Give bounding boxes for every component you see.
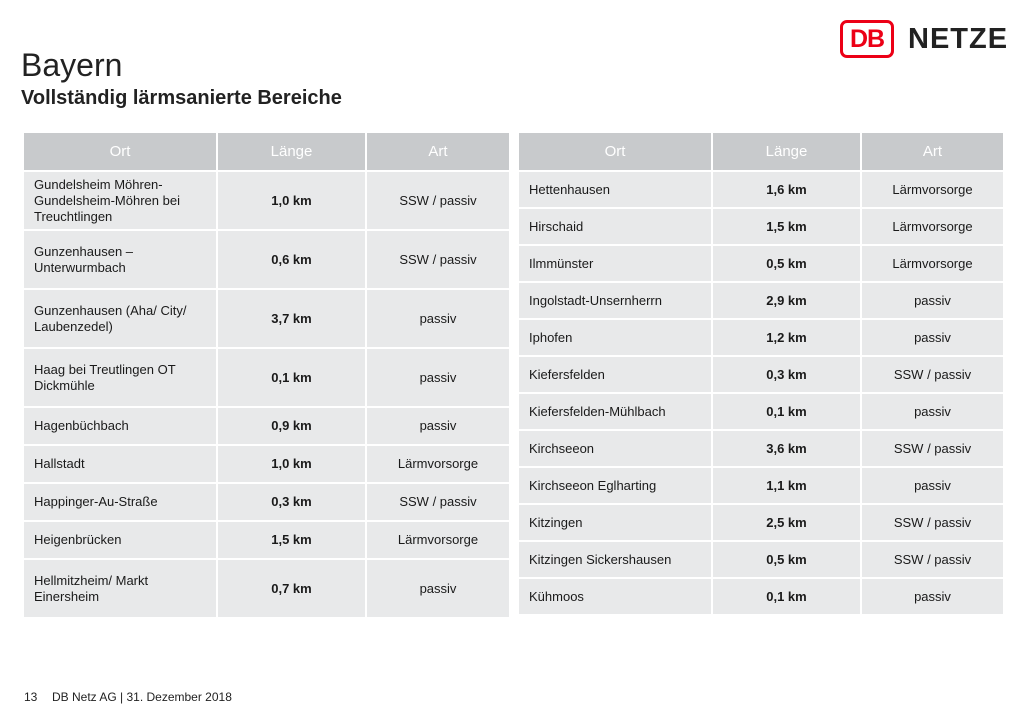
cell-art: SSW / passiv xyxy=(862,431,1003,466)
cell-ort: Heigenbrücken xyxy=(24,522,216,558)
cell-laenge: 2,5 km xyxy=(713,505,860,540)
cell-laenge: 0,1 km xyxy=(713,579,860,614)
table-row xyxy=(519,209,1003,244)
cell-laenge: 0,1 km xyxy=(218,349,365,406)
table-row xyxy=(519,320,1003,355)
cell-art: passiv xyxy=(862,394,1003,429)
cell-ort: Gunzenhausen – Unterwurmbach xyxy=(24,231,216,288)
cell-art: Lärmvorsorge xyxy=(862,209,1003,244)
cell-laenge: 0,9 km xyxy=(218,408,365,444)
column-header-art: Art xyxy=(862,133,1003,170)
db-logo-mark: DB xyxy=(840,20,894,58)
db-netze-logo xyxy=(840,18,1008,60)
cell-laenge: 1,5 km xyxy=(218,522,365,558)
column-header-ort: Ort xyxy=(519,133,711,170)
column-header-ort: Ort xyxy=(24,133,216,170)
cell-ort: Haag bei Treutlingen OT Dickmühle xyxy=(24,349,216,406)
cell-laenge: 1,0 km xyxy=(218,172,365,229)
table-row xyxy=(24,290,509,347)
table-row xyxy=(24,484,509,520)
footer xyxy=(24,690,232,704)
cell-art: passiv xyxy=(862,283,1003,318)
table-row xyxy=(519,505,1003,540)
cell-ort: Hirschaid xyxy=(519,209,711,244)
cell-laenge: 0,1 km xyxy=(713,394,860,429)
table-header-row xyxy=(24,133,509,170)
table-row xyxy=(24,560,509,617)
cell-art: passiv xyxy=(367,290,509,347)
table-row xyxy=(24,408,509,444)
cell-laenge: 1,5 km xyxy=(713,209,860,244)
column-header-art: Art xyxy=(367,133,509,170)
cell-laenge: 3,7 km xyxy=(218,290,365,347)
cell-art: Lärmvorsorge xyxy=(862,172,1003,207)
cell-ort: Ingolstadt-Unsernherrn xyxy=(519,283,711,318)
cell-ort: Kiefersfelden-Mühlbach xyxy=(519,394,711,429)
page-title: Bayern xyxy=(21,47,123,83)
cell-ort: Kitzingen xyxy=(519,505,711,540)
cell-ort: Happinger-Au-Straße xyxy=(24,484,216,520)
page-number: 13 xyxy=(24,690,38,704)
cell-laenge: 0,5 km xyxy=(713,542,860,577)
cell-art: SSW / passiv xyxy=(367,484,509,520)
cell-laenge: 2,9 km xyxy=(713,283,860,318)
cell-art: passiv xyxy=(862,468,1003,503)
table-row xyxy=(24,172,509,229)
cell-ort: Kirchseeon Eglharting xyxy=(519,468,711,503)
cell-ort: Ilmmünster xyxy=(519,246,711,281)
table-row xyxy=(24,522,509,558)
table-row xyxy=(24,446,509,482)
cell-art: passiv xyxy=(862,320,1003,355)
cell-laenge: 0,5 km xyxy=(713,246,860,281)
table-row xyxy=(519,431,1003,466)
table-row xyxy=(519,172,1003,207)
column-header-laenge: Länge xyxy=(713,133,860,170)
cell-laenge: 1,6 km xyxy=(713,172,860,207)
table-row xyxy=(519,246,1003,281)
cell-art: Lärmvorsorge xyxy=(367,446,509,482)
column-header-laenge: Länge xyxy=(218,133,365,170)
cell-art: passiv xyxy=(367,560,509,617)
cell-art: passiv xyxy=(862,579,1003,614)
cell-art: passiv xyxy=(367,349,509,406)
cell-laenge: 0,6 km xyxy=(218,231,365,288)
cell-art: SSW / passiv xyxy=(367,172,509,229)
cell-ort: Gunzenhausen (Aha/ City/ Laubenzedel) xyxy=(24,290,216,347)
cell-ort: Iphofen xyxy=(519,320,711,355)
table-left xyxy=(22,131,511,619)
logo-text: NETZE xyxy=(908,22,1009,55)
table-row xyxy=(24,349,509,406)
cell-laenge: 3,6 km xyxy=(713,431,860,466)
table-row xyxy=(24,231,509,288)
cell-ort: Kitzingen Sickershausen xyxy=(519,542,711,577)
cell-art: SSW / passiv xyxy=(862,542,1003,577)
cell-ort: Kühmoos xyxy=(519,579,711,614)
cell-laenge: 0,3 km xyxy=(218,484,365,520)
cell-ort: Gundelsheim Möhren-Gundelsheim-Möhren bei Treuchtlingen xyxy=(24,172,216,229)
cell-art: SSW / passiv xyxy=(862,357,1003,392)
cell-laenge: 1,0 km xyxy=(218,446,365,482)
table-header-row xyxy=(519,133,1003,170)
cell-ort: Hellmitzheim/ Markt Einersheim xyxy=(24,560,216,617)
table-row xyxy=(519,283,1003,318)
cell-art: Lärmvorsorge xyxy=(862,246,1003,281)
table-row xyxy=(519,579,1003,614)
cell-art: SSW / passiv xyxy=(367,231,509,288)
cell-ort: Hallstadt xyxy=(24,446,216,482)
cell-laenge: 1,1 km xyxy=(713,468,860,503)
table-row xyxy=(519,542,1003,577)
cell-laenge: 0,3 km xyxy=(713,357,860,392)
cell-ort: Hagenbüchbach xyxy=(24,408,216,444)
cell-art: Lärmvorsorge xyxy=(367,522,509,558)
footer-text: DB Netz AG | 31. Dezember 2018 xyxy=(52,690,232,704)
cell-ort: Kiefersfelden xyxy=(519,357,711,392)
table-row xyxy=(519,357,1003,392)
cell-ort: Hettenhausen xyxy=(519,172,711,207)
cell-ort: Kirchseeon xyxy=(519,431,711,466)
cell-laenge: 1,2 km xyxy=(713,320,860,355)
cell-art: passiv xyxy=(367,408,509,444)
page-subtitle: Vollständig lärmsanierte Bereiche xyxy=(21,87,342,109)
table-row xyxy=(519,468,1003,503)
cell-art: SSW / passiv xyxy=(862,505,1003,540)
table-right xyxy=(517,131,1005,616)
table-row xyxy=(519,394,1003,429)
cell-laenge: 0,7 km xyxy=(218,560,365,617)
